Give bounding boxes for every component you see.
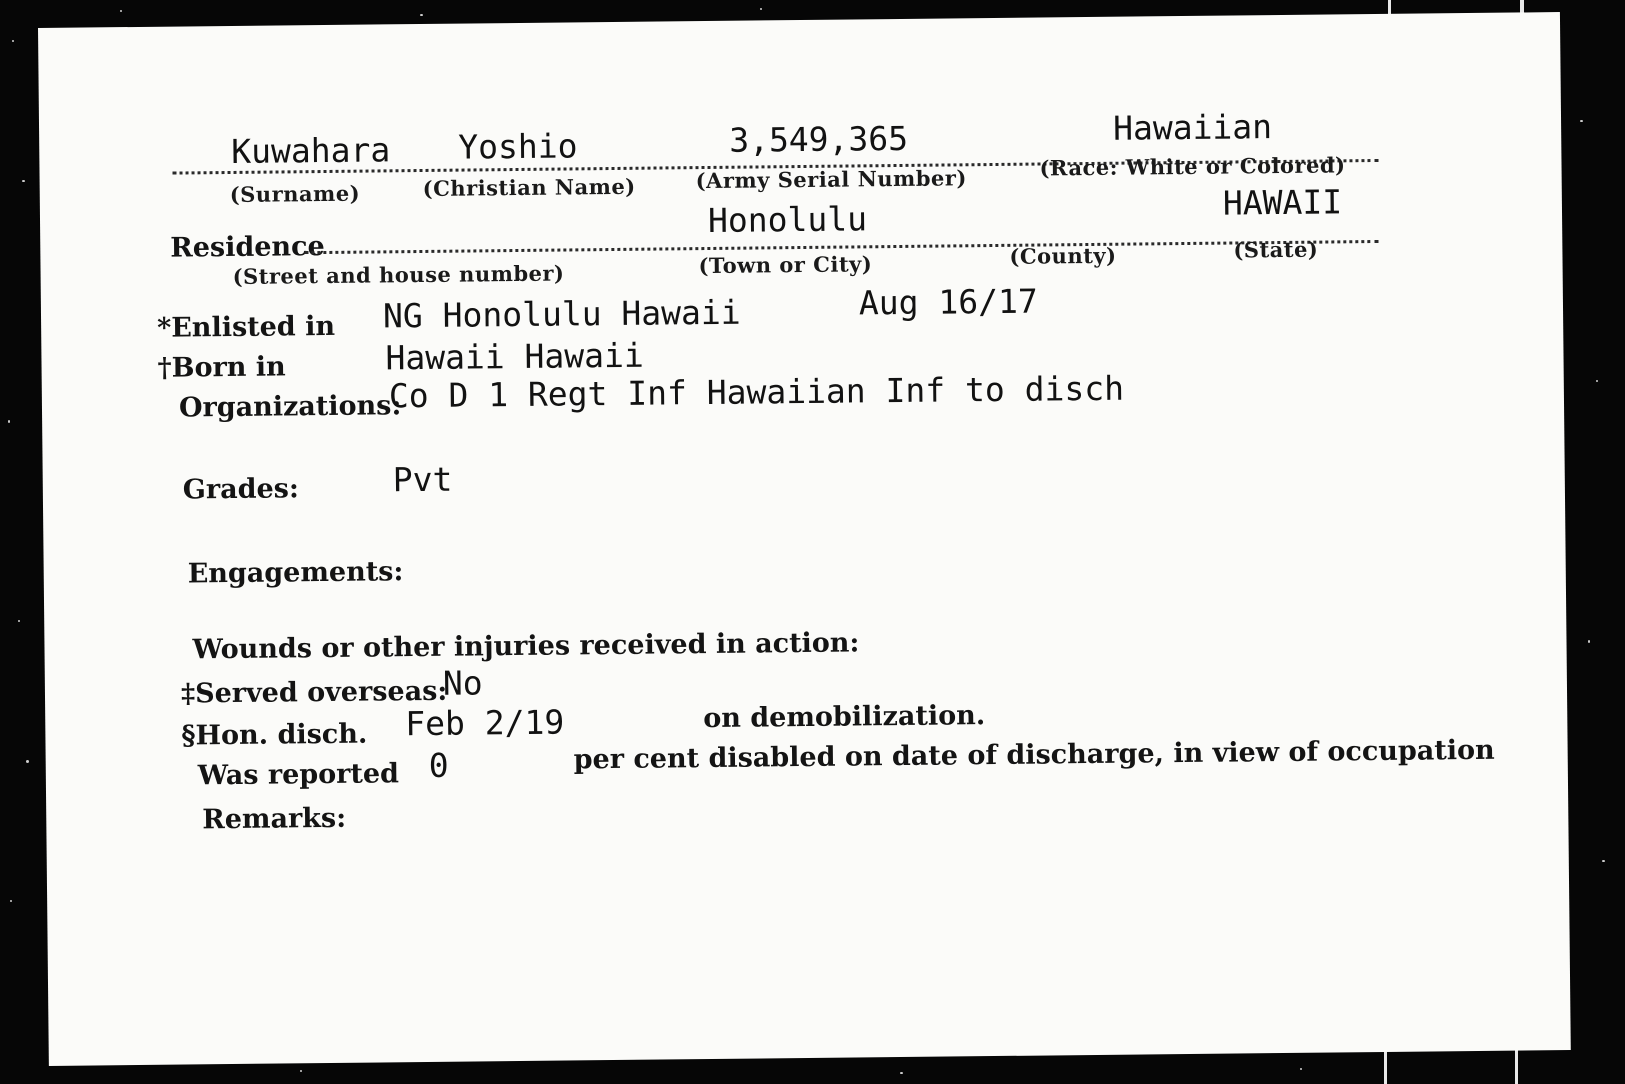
state-caption: (State)	[1233, 236, 1319, 263]
surname-caption: (Surname)	[229, 180, 361, 208]
serial-number-caption: (Army Serial Number)	[695, 165, 967, 194]
street-caption: (Street and house number)	[232, 260, 565, 289]
remarks-label: Remarks:	[202, 802, 347, 836]
town-caption: (Town or City)	[698, 251, 873, 279]
serial-number-value: 3,549,365	[729, 118, 909, 160]
race-caption: (Race: White or Colored)	[1039, 152, 1346, 181]
disability-percent-value: 0	[428, 745, 449, 785]
born-place-value: Hawaii Hawaii	[385, 335, 644, 378]
served-overseas-value: No	[442, 663, 483, 703]
enlisted-label: *Enlisted in	[156, 310, 336, 344]
was-reported-suffix: per cent disabled on date of discharge, in view of occupation	[573, 734, 1495, 776]
residence-label: Residence	[170, 231, 325, 264]
wounds-label: Wounds or other injuries received in action:	[192, 627, 860, 666]
residence-town-value: Honolulu	[707, 199, 868, 240]
race-value: Hawaiian	[1112, 107, 1273, 148]
hon-disch-label: §Hon. disch.	[181, 718, 368, 752]
enlisted-place-value: NG Honolulu Hawaii	[382, 292, 741, 336]
organizations-label: Organizations:	[178, 390, 402, 424]
organizations-value: Co D 1 Regt Inf Hawaiian Inf to disch	[388, 368, 1125, 416]
christian-name-value: Yoshio	[458, 126, 578, 167]
christian-name-caption: (Christian Name)	[422, 173, 636, 201]
surname-value: Kuwahara	[231, 130, 391, 171]
hon-disch-suffix: on demobilization.	[703, 700, 986, 735]
residence-state-value: HAWAII	[1222, 182, 1343, 223]
hon-disch-date-value: Feb 2/19	[405, 702, 565, 744]
engagements-label: Engagements:	[187, 556, 404, 590]
grades-value: Pvt	[392, 459, 453, 500]
grades-label: Grades:	[182, 473, 300, 506]
service-record-card	[38, 12, 1571, 1066]
enlisted-date-value: Aug 16/17	[858, 281, 1038, 323]
served-overseas-label: ‡Served overseas:	[180, 675, 448, 710]
county-caption: (County)	[1009, 242, 1117, 269]
was-reported-label: Was reported	[197, 758, 400, 792]
born-label: †Born in	[157, 351, 286, 384]
